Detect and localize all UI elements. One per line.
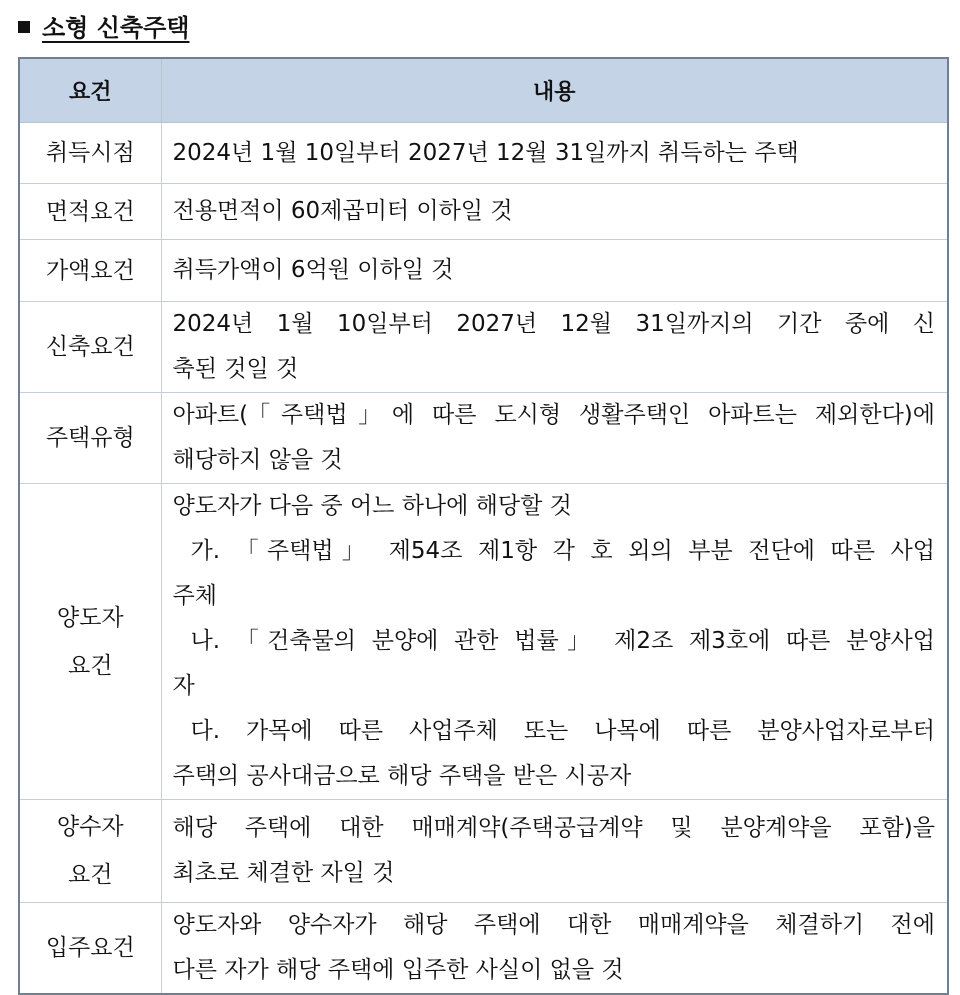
content-line: 주택의 공사대금으로 해당 주택을 받은 시공자 xyxy=(172,763,632,789)
requirement-label-line: 신축요건 xyxy=(45,334,135,360)
requirement-label-line: 요건 xyxy=(68,862,113,888)
square-bullet-icon xyxy=(18,21,30,33)
requirement-label xyxy=(19,903,161,995)
requirement-label xyxy=(19,393,161,484)
requirement-content xyxy=(161,123,948,184)
requirement-label-line: 양도자 xyxy=(56,604,124,631)
table-row xyxy=(19,240,948,302)
content-line: 나. 「건축물의 분양에 관한 법률」 제2조 제3호에 따른 분양사업 xyxy=(190,628,935,654)
requirements-table xyxy=(18,57,949,995)
header-content: 내용 xyxy=(161,58,948,123)
content-line: 다른 자가 해당 주택에 입주한 사실이 없을 것 xyxy=(172,957,624,983)
header-requirement: 요건 xyxy=(19,58,161,123)
table-row xyxy=(19,484,948,800)
requirement-label xyxy=(19,184,161,240)
section-title xyxy=(18,8,189,43)
requirement-label xyxy=(19,302,161,393)
requirement-label-line: 양수자 xyxy=(56,814,124,840)
content-line: 2024년 1월 10일부터 2027년 12월 31일까지의 기간 중에 신 xyxy=(172,311,935,337)
content-line: 양도자가 다음 중 어느 하나에 해당할 것 xyxy=(172,493,572,519)
requirement-label xyxy=(19,800,161,903)
content-line: 가. 「주택법」 제54조 제1항 각 호 외의 부분 전단에 따른 사업 xyxy=(190,538,935,564)
requirement-label-line: 취득시점 xyxy=(45,140,135,166)
content-line: 2024년 1월 10일부터 2027년 12월 31일까지 취득하는 주택 xyxy=(172,139,799,166)
requirement-content xyxy=(161,800,948,903)
requirement-label-line: 입주요건 xyxy=(45,935,135,961)
table-row xyxy=(19,393,948,484)
content-line: 해당하지 않을 것 xyxy=(172,447,343,473)
table-body xyxy=(19,123,948,995)
table-row xyxy=(19,123,948,184)
requirement-label xyxy=(19,484,161,800)
content-line: 다. 가목에 따른 사업주체 또는 나목에 따른 분양사업자로부터 xyxy=(190,718,935,744)
content-line: 해당 주택에 대한 매매계약(주택공급계약 및 분양계약을 포함)을 xyxy=(172,815,935,841)
content-line: 취득가액이 6억원 이하일 것 xyxy=(172,257,454,283)
table-row xyxy=(19,903,948,995)
content-line: 양도자와 양수자가 해당 주택에 대한 매매계약을 체결하기 전에 xyxy=(172,912,935,938)
table-row xyxy=(19,184,948,240)
content-line: 축된 것일 것 xyxy=(172,356,299,382)
requirement-label-line: 주택유형 xyxy=(45,425,135,451)
requirement-content xyxy=(161,240,948,302)
requirement-content xyxy=(161,484,948,800)
requirement-label xyxy=(19,240,161,302)
requirement-content xyxy=(161,184,948,240)
table-row xyxy=(19,800,948,903)
requirement-label-line: 요건 xyxy=(68,652,113,679)
requirement-content xyxy=(161,393,948,484)
content-line: 아파트(「주택법」에 따른 도시형 생활주택인 아파트는 제외한다)에 xyxy=(172,402,935,428)
content-line: 전용면적이 60제곱미터 이하일 것 xyxy=(172,198,513,224)
table-header-row xyxy=(19,58,948,123)
requirement-label-line: 가액요건 xyxy=(45,257,135,284)
requirement-content xyxy=(161,302,948,393)
requirement-content xyxy=(161,903,948,995)
table-row xyxy=(19,302,948,393)
section-title-text: 소형 신축주택 xyxy=(42,14,190,42)
content-line: 주체 xyxy=(172,583,217,609)
content-line: 최초로 체결한 자일 것 xyxy=(172,860,395,886)
content-line: 자 xyxy=(172,673,195,699)
requirement-label xyxy=(19,123,161,184)
requirement-label-line: 면적요건 xyxy=(45,198,135,225)
